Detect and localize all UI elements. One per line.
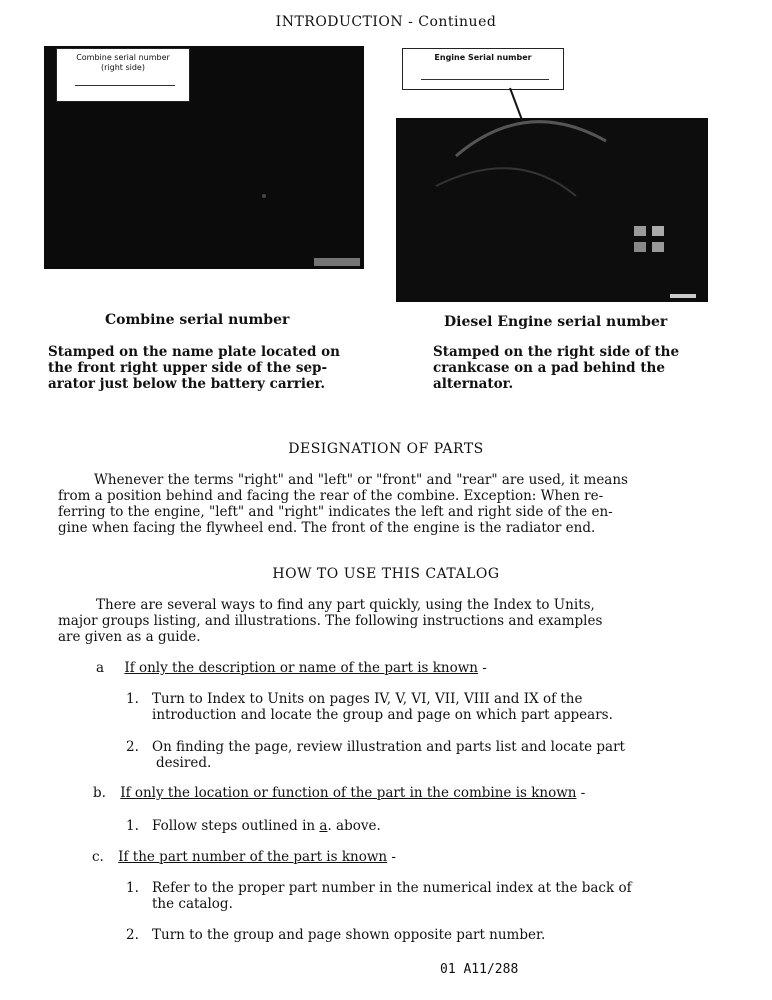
item-b-heading <box>93 785 585 801</box>
how-to-use-title: HOW TO USE THIS CATALOG <box>272 566 500 582</box>
left-caption-title: Combine serial number <box>105 312 290 328</box>
item-a-text: If only the description or name of the part is known <box>124 660 478 676</box>
item-b-suffix: - <box>576 785 586 801</box>
engine-serial-photo <box>396 46 708 302</box>
designation-line: Whenever the terms "right" and "left" or "front" and "rear" are used, it means <box>94 472 628 488</box>
item-c-step1-num: 1. <box>126 880 139 896</box>
item-a-step1-num: 1. <box>126 691 139 707</box>
right-caption-line: crankcase on a pad behind the <box>433 360 665 376</box>
item-c-step1 <box>152 880 732 912</box>
intro-line: are given as a guide. <box>58 629 201 645</box>
step-line: Turn to Index to Units on pages IV, V, VI, VII, VIII and IX of the <box>152 691 583 707</box>
right-caption-title: Diesel Engine serial number <box>444 314 668 330</box>
step-line: introduction and locate the group and page on which part appears. <box>152 707 613 723</box>
item-a-step2 <box>152 739 732 771</box>
designation-line: gine when facing the flywheel end. The front of the engine is the radiator end. <box>58 520 596 536</box>
combine-serial-photo <box>44 46 364 269</box>
step-line: the catalog. <box>152 896 233 912</box>
item-a-step2-num: 2. <box>126 739 139 755</box>
item-a-heading <box>96 660 487 676</box>
designation-paragraph <box>58 472 738 536</box>
page-footer-code: 01 A11/288 <box>440 962 519 977</box>
step-line: desired. <box>156 755 212 771</box>
designation-line: from a position behind and facing the rear of the combine. Exception: When re- <box>58 488 604 504</box>
page-header: INTRODUCTION - Continued <box>275 14 497 30</box>
item-b-step1-num: 1. <box>126 818 139 834</box>
item-b-text: If only the location or function of the part in the combine is known <box>120 785 577 801</box>
item-b-step1 <box>152 818 732 834</box>
step-text: . above. <box>327 818 381 834</box>
plate-label-line2: (right side) <box>101 63 145 72</box>
step-line: On finding the page, review illustration and parts list and locate part <box>152 739 625 755</box>
designation-title: DESIGNATION OF PARTS <box>288 441 484 457</box>
item-c-step2 <box>152 927 732 943</box>
right-caption-body <box>433 344 733 392</box>
item-a-suffix: - <box>478 660 487 676</box>
left-caption-line: Stamped on the name plate located on <box>48 344 340 360</box>
combine-photo-detail <box>44 46 364 269</box>
step-line: Turn to the group and page shown opposite part number. <box>152 927 546 943</box>
item-c-text: If the part number of the part is known <box>118 849 388 865</box>
left-caption-body <box>48 344 368 392</box>
step-text: Follow steps outlined in <box>152 818 320 834</box>
plate-label-line1: Combine serial number <box>76 53 170 62</box>
intro-line: There are several ways to find any part quickly, using the Index to Units, <box>96 597 595 613</box>
item-c-step2-num: 2. <box>126 927 139 943</box>
left-caption-line: arator just below the battery carrier. <box>48 376 326 392</box>
right-caption-line: Stamped on the right side of the <box>433 344 680 360</box>
left-caption-line: the front right upper side of the sep- <box>48 360 328 376</box>
item-a-marker: a <box>96 660 105 676</box>
engine-photo-detail <box>396 46 708 302</box>
intro-line: major groups listing, and illustrations. The following instructions and examples <box>58 613 603 629</box>
engine-plate-label: Engine Serial number <box>434 53 532 62</box>
item-a-step1 <box>152 691 732 723</box>
item-b-marker: b. <box>93 785 106 801</box>
item-c-suffix: - <box>387 849 396 865</box>
item-c-heading <box>92 849 396 865</box>
step-ref: a <box>319 818 328 834</box>
right-caption-line: alternator. <box>433 376 514 392</box>
designation-line: ferring to the engine, "left" and "right" indicates the left and right side of the en- <box>58 504 613 520</box>
item-c-marker: c. <box>92 849 104 865</box>
how-to-use-intro <box>58 597 738 645</box>
step-line: Refer to the proper part number in the numerical index at the back of <box>152 880 632 896</box>
